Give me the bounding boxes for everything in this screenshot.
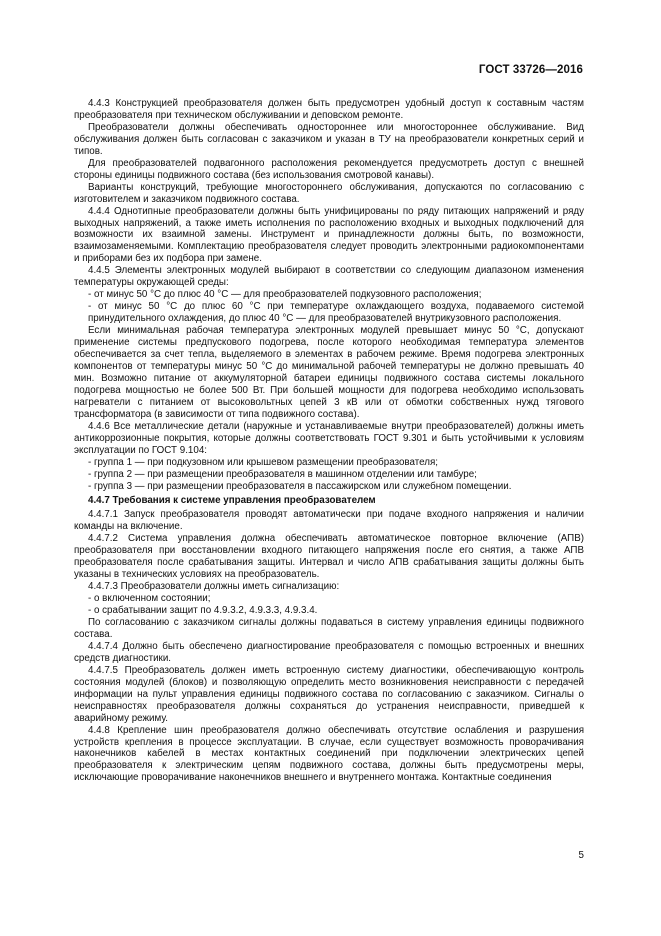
section-heading-4-4-7: 4.4.7 Требования к системе управления преобразователем xyxy=(88,495,376,507)
paragraph-4-4-7-1: 4.4.7.1 Запуск преобразователя проводят автоматически при подаче входного напряжения и наличии команды на включение. xyxy=(74,509,584,533)
paragraph-4-4-6: 4.4.6 Все металлические детали (наружные и устанавливаемые внутри преобразователей) должны иметь антикоррозионные покрытия, которые должны соответствовать ГОСТ 9.301 и быть устойчивыми к условиям эксплуатации по ГОСТ 9.104: xyxy=(74,420,584,456)
list-item-temp-inbody: - от минус 50 °С до плюс 60 °С при температуре охлаждающего воздуха, подаваемого системой принудительного охлаждения, до плюс 40 °С — для преобразователей внутрикузовного расположения. xyxy=(88,301,584,325)
paragraph-4-4-7-4: 4.4.7.4 Должно быть обеспечено диагностирование преобразователя с помощью встроенных и внешних средств диагностики. xyxy=(74,640,584,664)
paragraph-service-type: Преобразователи должны обеспечивать одностороннее или многостороннее обслуживание. Вид обслуживания должен быть согласован с заказчиком и указан в ТУ на преобразователи конкретных серий и типов. xyxy=(74,121,584,157)
paragraph-signals-agreement: По согласованию с заказчиком сигналы должны подаваться в систему управления единицы подвижного состава. xyxy=(74,616,584,640)
list-item-group-2: - группа 2 — при размещении преобразователя в машинном отделении или тамбуре; xyxy=(88,468,477,480)
paragraph-underframe-access: Для преобразователей подвагонного расположения рекомендуется предусмотреть доступ с внешней стороны единицы подвижного состава (без использования смотровой канавы). xyxy=(74,157,584,181)
paragraph-4-4-7-2: 4.4.7.2 Система управления должна обеспечивать автоматическое повторное включение (АПВ) преобразователя при восстановлении входного питающего напряжения после его снятия, а также АПВ преобразователя после срабатывания защиты. Интервал и число АПВ срабатывания защиты должны быть указаны в технических условиях на преобразователь. xyxy=(74,533,584,581)
list-item-signal-on: - о включенном состоянии; xyxy=(88,593,211,605)
paragraph-4-4-5: 4.4.5 Элементы электронных модулей выбирают в соответствии со следующим диапазоном изменения температуры окружающей среды: xyxy=(74,265,584,289)
list-item-temp-underbody: - от минус 50 °С до плюс 40 °С — для преобразователей подкузовного расположения; xyxy=(88,289,482,301)
paragraph-4-4-4: 4.4.4 Однотипные преобразователи должны быть унифицированы по ряду питающих напряжений и ряду выходных напряжений, а также иметь исполнения по расположению входных и выходных подключений для возможности их взаимной замены. Инструмент и принадлежности должны быть, по возможности, взаимозаменяемыми. Комплектацию преобразователя следует проводить электронными радиокомпонентами и приборами без их подбора при замене. xyxy=(74,205,584,265)
list-item-group-1: - группа 1 — при подкузовном или крышевом размещении преобразователя; xyxy=(88,456,438,468)
paragraph-4-4-7-3: 4.4.7.3 Преобразователи должны иметь сигнализацию: xyxy=(88,581,340,593)
paragraph-4-4-3: 4.4.3 Конструкцией преобразователя должен быть предусмотрен удобный доступ к составным частям преобразователя при техническом обслуживании и деповском ремонте. xyxy=(74,98,584,121)
list-item-signal-protection: - о срабатывании защит по 4.9.3.2, 4.9.3.3, 4.9.3.4. xyxy=(88,605,318,617)
paragraph-4-4-8: 4.4.8 Крепление шин преобразователя должно обеспечивать отсутствие ослабления и разрушения устройств крепления в процессе эксплуатации. В случае, если существует возможность проворачивания наконечников кабелей в местах контактных соединений при подключении электрических цепей преобразователя к электрическим цепям подвижного состава, должны быть предусмотрены меры, исключающие проворачивание наконечников внешнего и внутреннего монтажа. Контактные соединения xyxy=(74,724,584,784)
list-item-group-3: - группа 3 — при размещении преобразователя в пассажирском или служебном помещении. xyxy=(88,480,512,492)
paragraph-4-4-7-5: 4.4.7.5 Преобразователь должен иметь встроенную систему диагностики, обеспечивающую контроль состояния модулей (блоков) и позволяющую определить место возникновения неисправности с передачей информации на пульт управления единицы подвижного состава по согласованию с заказчиком. Сигналы о неисправностях преобразователя должны сохраняться до устранения неисправности, приведшей к аварийному режиму. xyxy=(74,664,584,724)
page-number: 5 xyxy=(578,850,584,861)
paragraph-design-variants: Варианты конструкций, требующие многостороннего обслуживания, допускаются по согласованию с изготовителем и заказчиком подвижного состава. xyxy=(74,181,584,205)
standard-header: ГОСТ 33726—2016 xyxy=(478,64,583,76)
document-body xyxy=(74,98,584,784)
paragraph-preheating: Если минимальная рабочая температура электронных модулей превышает минус 50 °С, допускают применение системы предпускового подогрева, после которого необходимая температура элементов обеспечивается за счет тепла, выделяемого в элементах в рабочем режиме. Время подогрева электронных компонентов от температуры минус 50 °С до минимальной рабочей температуры не должно превышать 40 мин. Возможно питание от аккумуляторной батареи единицы подвижного состава системы локального подогрева мощностью не более 500 Вт. При большей мощности для подогрева необходимо использовать нагреватели с питанием от высоковольтных цепей 3 кВ или от обмотки собственных нужд тягового трансформатора (в зависимости от типа подвижного состава). xyxy=(74,325,584,420)
